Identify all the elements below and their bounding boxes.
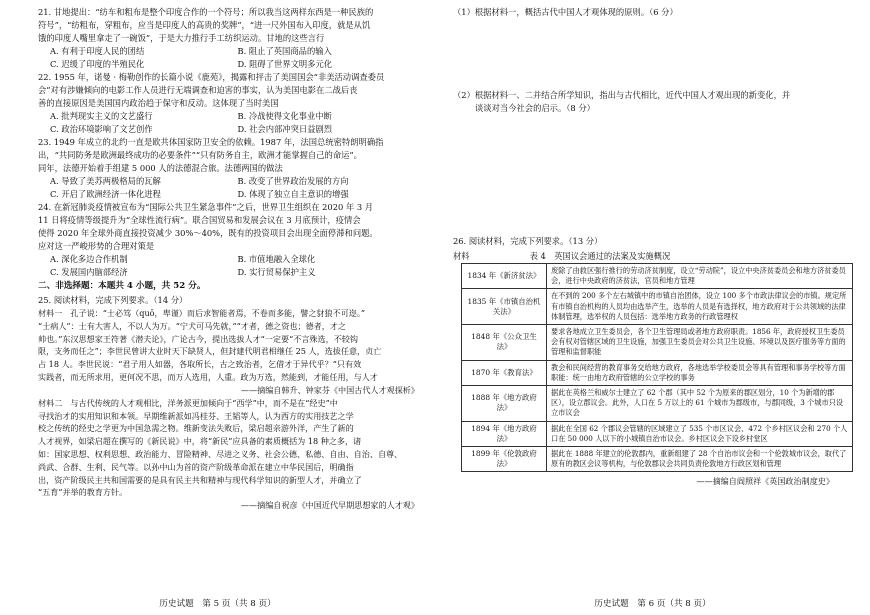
question-22-line: 会”对有涉嫌倾向的电影工作人员进行无端调查和迫害的事实，认为美国电影在二战后丧 <box>38 85 358 95</box>
question-26-intro: 26. 阅读材料，完成下列要求。（13 分） <box>453 236 603 246</box>
question-line: （2）根据材料一、二并结合所学知识，指出与古代相比，近代中国人才观出现的新变化，并 <box>453 90 791 100</box>
act-description: 要求各地成立卫生委员会，各个卫生管理局或者地方政府职责。1856 年，政府授权卫生委员会有权对管辖区域的卫生设施，加强卫生委员会对公共卫生设施、环境以及医疗服务等方面的管理和监督职能 <box>547 325 853 361</box>
option-c[interactable]: C. 迟缓了印度的半殖民化 <box>50 59 145 69</box>
question-25-part-2 <box>453 89 852 115</box>
option-c[interactable]: C. 发展国内脑部经济 <box>50 267 128 277</box>
option-b[interactable]: B. 市值地融入全球化 <box>237 254 316 264</box>
table-row <box>462 360 853 385</box>
question-25-part-1: （1）根据材料一，概括古代中国人才观体现的原则。（6 分） <box>453 7 678 17</box>
table-row <box>462 264 853 289</box>
question-24-line: 24. 在新冠肺炎疫情被宣布为“国际公共卫生紧急事件”之后，世界卫生组织在 2020 年 3 月 <box>38 202 374 212</box>
material-line: “五育”并举的教育方针。 <box>38 487 128 498</box>
table-row <box>462 447 853 472</box>
act-name: 1894 年《地方政府法》 <box>462 421 547 446</box>
material-line: 材料一 孔子说：“士必笃（quō，卑谨）而后求智能者焉，不卷而多能，譬之豺狼不可迩。” <box>38 308 366 318</box>
table-row <box>462 421 853 446</box>
material-line: 实践者，而无所求用，更何况不思，而万人选用，人重。政为万选，然能到，才能任用，与人才 <box>38 371 378 382</box>
table-source: ——摘编自阎照祥《英国政治制度史》 <box>696 476 834 487</box>
material-line: 限，支务而任之”；李世民曾讲大业时天下缺贤人，但封建代明君相继任 25 人，选拔任意，贞亡 <box>38 346 382 357</box>
question-21-options <box>38 45 425 71</box>
table-row <box>462 289 853 325</box>
question-22-line: 22. 1955 年，诺曼 · 梅勒创作的长篇小说《鹿苑》，揭露和抨击了美国国会“非美活动调查委员 <box>38 72 385 82</box>
option-b[interactable]: B. 阻止了英国商品的输入 <box>237 46 332 56</box>
page-footer: 历史试题 第 6 页（共 8 页） <box>594 599 711 609</box>
act-description: 据此在全国 62 个郡议会管辖的区域建立了 535 个市区议会、472 个乡村区议会和 270 个人口在 50 000 人以下的小城镇自治市议会。乡村区议会下设乡村堂区 <box>547 421 853 446</box>
material-line: 如：国家思想、权利思想、政治能力、冒险精神、尽进之义务、社会公德、私德、自由、自治、自尊、 <box>38 448 403 459</box>
question-line: 谈谈对当今社会的启示。（8 分） <box>475 103 595 113</box>
option-b[interactable]: B. 改变了世界政治发展的方向 <box>237 176 349 186</box>
option-d[interactable]: D. 阻碍了世界文明多元化 <box>237 59 333 69</box>
option-a[interactable]: A. 深化多边合作机制 <box>50 254 128 264</box>
question-24-options <box>38 253 425 279</box>
question-22-line: 善的直接原因是美国国内政治趋于保守和反动。这体现了当时美国 <box>38 98 279 108</box>
material-line: 出，资产阶级民主共和国需要的是具有民主共和精神与现代科学知识的新型人才，并确立了 <box>38 474 362 485</box>
question-23-line: 23. 1949 年成立的北约一直是欧共体国家防卫安全的依赖。1987 年，法国总统密特朗明确指 <box>38 137 384 147</box>
material-line: 校之传统的经史之学更为中国急需之物。维新变法失败后，梁启超亲游外洋，产生了新的 <box>38 423 354 434</box>
question-22 <box>38 71 425 110</box>
material-label: 材料 <box>453 251 470 261</box>
option-c[interactable]: C. 政治环境影响了文艺创作 <box>50 124 153 134</box>
option-d[interactable]: D. 实行贸易保护主义 <box>237 267 316 277</box>
question-24 <box>38 201 425 253</box>
option-a[interactable]: A. 批判现实主义的文艺盛行 <box>50 111 153 121</box>
question-24-line: 应对这一严峻形势的合理对策是 <box>38 241 155 251</box>
act-name: 1834 年《新济贫法》 <box>462 264 547 289</box>
act-description: 在不到的 200 多个左右城镇中的市镇自治团体，设立 100 多个市政法律议会的市镇。规定所有市镇自治机构的人员均由选举产生，选举的人员是有选择权，地方政府对于公共领域的法律体制管理，选举权的人员包括：选举地方政务的行政管理权 <box>547 289 853 325</box>
act-description: 据此在英格兰和威尔士建立了 62 个郡（其中 52 个为原来的郡区划分，10 个为新增的郡区），设立郡议会。此外，人口在 5 万以上的 61 个城市为郡级市，与郡同级，3 个城市只设立市议会 <box>547 386 853 422</box>
material-1-source: ——摘编自韩升、钟家芬《中国古代人才观探析》 <box>240 384 419 395</box>
material-2 <box>38 397 425 499</box>
table-row <box>462 386 853 422</box>
question-23 <box>38 136 425 175</box>
option-d[interactable]: D. 社会内部冲突日益剧烈 <box>237 124 333 134</box>
act-name: 1835 年《市镇自治机关法》 <box>462 289 547 325</box>
option-d[interactable]: D. 体现了独立自主意识的增强 <box>237 189 349 199</box>
table-title: 表 4 英国议会通过的法案及实施概况 <box>529 251 671 261</box>
question-21-line: 饿的印度人嘴里拿走了一碗饭”，于是大力推行手工纺织运动。甘地的这些言行 <box>38 33 325 43</box>
question-22-options <box>38 110 425 136</box>
act-name: 1848 年《公众卫生法》 <box>462 325 547 361</box>
material-line: 尚武、合群、生利、民气等。以孙中山为首的资产阶级革命派在建立中华民国后，明确指 <box>38 461 354 472</box>
act-description: 教会和民间经营的教育事务交给地方政府，各地选举学校委员会等具有管理和事务学校等方面职能：统一由地方政府管辖的公立学校的事务 <box>547 360 853 385</box>
page-footer: 历史试题 第 5 页（共 8 页） <box>159 599 276 609</box>
question-21 <box>38 6 425 45</box>
material-line: “士病人”：士有大害人，不以人为万。“宁犬可马先就，”“才者，德之资也；德者，才之 <box>38 320 347 331</box>
question-24-line: 11 日将疫情等级提升为“全球性流行病”。联合国贸易和发展会议在 3 月底预计，疫情会 <box>38 215 361 225</box>
act-description: 据此在 1888 年建立的伦敦郡内，重新组建了 28 个自治市议会和一个伦敦城市议会，取代了原有的教区会议等机构，与伦敦郡议会共同负责伦敦地方行政区划和管理 <box>547 447 853 472</box>
option-a[interactable]: A. 导致了美苏两极格局的瓦解 <box>50 176 161 186</box>
option-c[interactable]: C. 开启了欧洲经济一体化进程 <box>50 189 161 199</box>
question-21-line: 符号”，“纺粗布，穿粗布，应当是印度人的高贵的奖牌”，“进一尺外国布入印度，就是从饥 <box>38 20 371 30</box>
question-21-line: 21. 甘地提出：“纺车和粗布是整个印度合作的一个符号；所以我当这两样东西是一种民族的 <box>38 7 374 17</box>
act-name: 1888 年《地方政府法》 <box>462 386 547 422</box>
material-line: 占 18 人。李世民说：“君子用人如器，各取所长，古之致治者，乞借才于异代乎？”只有效 <box>38 359 362 370</box>
material-1 <box>38 307 425 384</box>
act-description: 废除了由救区强行推行的劳动济贫制度，设立“劳动院”，设立中央济贫委员会和地方济贫委员会，进行中央政府的济贫法，官员和地方管理 <box>547 264 853 289</box>
option-b[interactable]: B. 冷战使得文化事业中断 <box>237 111 332 121</box>
question-23-line: 同年，法德开始着手组建 5 000 人的法德混合旅。法德两国的做法 <box>38 163 283 173</box>
page-6 <box>435 0 870 615</box>
material-line: 人才视界，如梁启超在撰写的《新民说》中，将“新民”应具备的素质概括为 18 种之多，诸 <box>38 436 362 447</box>
act-name: 1870 年《教育法》 <box>462 360 547 385</box>
acts-table <box>461 263 853 472</box>
act-name: 1899 年《伦敦政府法》 <box>462 447 547 472</box>
material-line: 材料二 与古代传统的人才观相比，洋务派更加倾向于“西学”中，而不是在“经史”中 <box>38 397 338 408</box>
table-row <box>462 325 853 361</box>
question-24-line: 使得 2020 年全球外商直接投资减少 30%～40%，既有的投资项目会出现全面停滞和问题。 <box>38 228 378 238</box>
material-line: 帅也。”东汉思想家王符著《潜夫论》，广论古今，提出选拔人才“一定要“不言殊选，不较钩 <box>38 333 358 344</box>
material-2-source: ——摘编自祝彦《中国近代早期思想家的人才观》 <box>240 500 419 511</box>
question-23-options <box>38 175 425 201</box>
option-a[interactable]: A. 有利于印度人民的团结 <box>50 46 145 56</box>
question-23-line: 出，“共同防务是欧洲最终成功的必要条件”“只有防务自主，欧洲才能掌握自己的命运”。 <box>38 150 362 160</box>
question-25-intro: 25. 阅读材料，完成下列要求。（14 分） <box>38 295 188 305</box>
material-line: 寻找治才的实用知识和本领。早期维新派如冯桂芬、王韬等人，认为西方的实用技艺之学 <box>38 410 354 421</box>
section-heading: 二、非选择题：本题共 4 小题，共 52 分。 <box>38 281 206 291</box>
